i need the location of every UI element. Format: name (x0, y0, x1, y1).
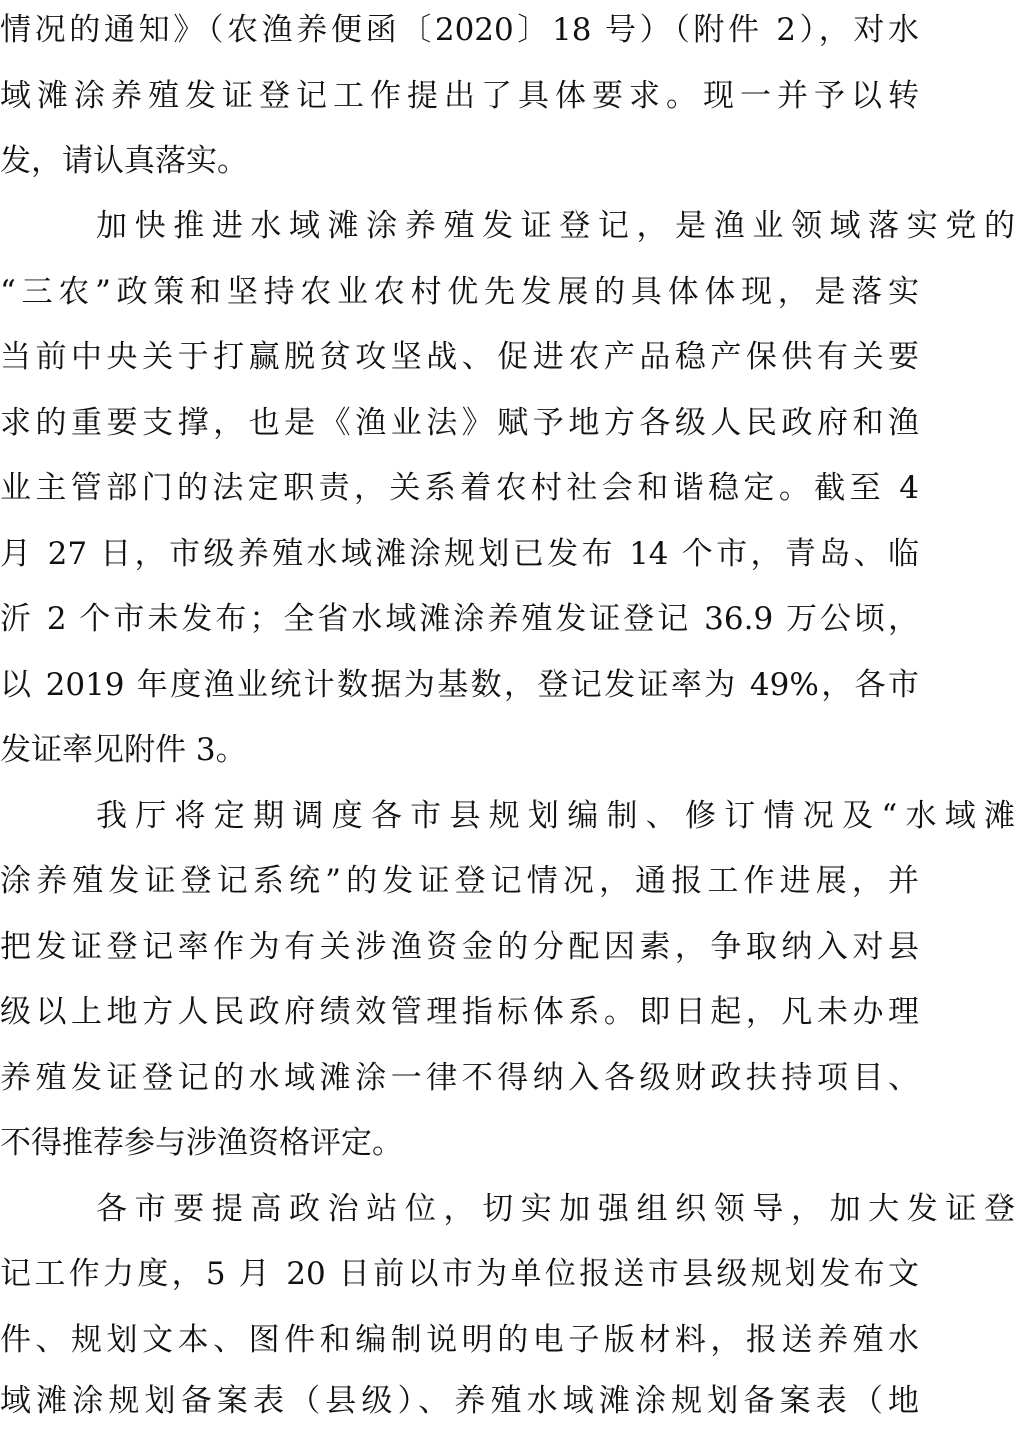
paragraph-first-line: 各市要提高政治站位，切实加强组织领导，加大发证登 (96, 1191, 1015, 1227)
text-line: 情况的通知》（农渔养便函〔2020〕18 号）（附件 2），对水 (0, 12, 919, 48)
text-line: 求的重要支撑，也是《渔业法》赋予地方各级人民政府和渔 (0, 405, 919, 441)
text-line: 沂 2 个市未发布；全省水域滩涂养殖发证登记 36.9 万公顷， (0, 601, 919, 637)
text-line: 涂养殖发证登记系统”的发证登记情况，通报工作进展，并 (0, 863, 919, 899)
text-line: 当前中央关于打赢脱贫攻坚战、促进农产品稳产保供有关要 (0, 339, 919, 375)
text-line: 发，请认真落实。 (0, 143, 248, 179)
text-line: 业主管部门的法定职责，关系着农村社会和谐稳定。截至 4 (0, 470, 919, 506)
paragraph-first-line: 加快推进水域滩涂养殖发证登记，是渔业领域落实党的 (96, 208, 1015, 244)
text-line: 养殖发证登记的水域滩涂一律不得纳入各级财政扶持项目、 (0, 1060, 919, 1096)
text-line: 件、规划文本、图件和编制说明的电子版材料，报送养殖水 (0, 1322, 919, 1358)
text-line: 级以上地方人民政府绩效管理指标体系。即日起，凡未办理 (0, 994, 919, 1030)
paragraph-first-line: 我厅将定期调度各市县规划编制、修订情况及“水域滩 (96, 798, 1015, 834)
text-line: 把发证登记率作为有关涉渔资金的分配因素，争取纳入对县 (0, 929, 919, 965)
text-line: 域滩涂养殖发证登记工作提出了具体要求。现一并予以转 (0, 78, 919, 114)
text-line: 域滩涂规划备案表（县级）、养殖水域滩涂规划备案表（地 (0, 1383, 919, 1419)
text-line: 以 2019 年度渔业统计数据为基数，登记发证率为 49%，各市 (0, 667, 919, 703)
text-line: 记工作力度，5 月 20 日前以市为单位报送市县级规划发布文 (0, 1256, 919, 1292)
text-line: “三农”政策和坚持农业农村优先发展的具体体现，是落实 (0, 274, 919, 310)
text-line: 不得推荐参与涉渔资格评定。 (0, 1125, 403, 1161)
text-line: 发证率见附件 3。 (0, 732, 247, 768)
text-line: 月 27 日，市级养殖水域滩涂规划已发布 14 个市，青岛、临 (0, 536, 919, 572)
